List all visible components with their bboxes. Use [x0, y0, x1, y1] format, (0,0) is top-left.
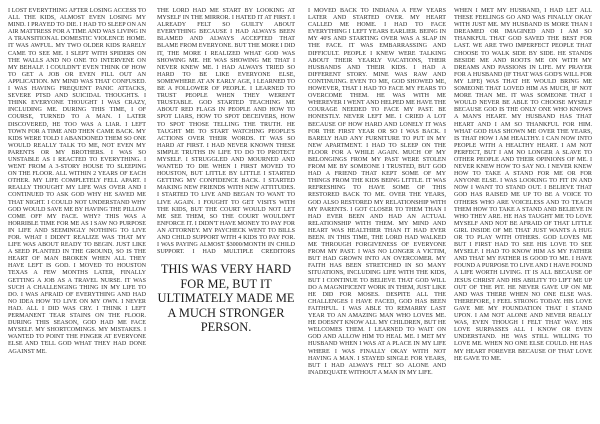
text-column-3: [308, 8, 446, 420]
column-3-text: I MOVED BACK TO INDIANA A FEW YEARS LATER AND STARTED OVER. MY HEART CALLED ME HOME. I HAD TO FACE EVERYTHING I LEFT YEARS EARLIER. BEING IN MY 40'S AND STARTING OVER WAS A SLAP IN THE FACE. IT WAS EMBARRASSING AND DIFFICULT. PEOPLE I KNEW WERE TALKING ABOUT THEIR YEARLY VACATIONS, THEIR HUSBANDS AND THEIR KIDS. I HAD A DIFFERENT STORY. MINE WAS RAW AND CONTINUING. EVEN TO ME, GOD SHOWED ME, HOWEVER, THAT I HAD TO FACE MY FEARS TO OVERCOME THEM. HE WAS WITH ME WHEREVER I WENT AND HELPED ME HAVE THE COURAGE NEEDED TO FACE MY PAST. BE HONESTLY. NEVER LEFT ME. I CRIED A LOT BECAUSE OF HOW HARD AND LONELY IT WAS FOR THE FIRST YEAR OR SO I WAS BACK. I BARELY HAD ANY FURNITURE TO PUT IN MY NEW APARTMENT. I HAD TO SLEEP ON THE FLOOR FOR A WHILE AGAIN. MUCH OF MY BELONGINGS FROM MY PAST WERE STOLEN FROM ME BY SOMEONE I TRUSTED, BUT GOD HAD A FRIEND THAT KEPT SOME OF MY THINGS FROM THE KIDS BEING LITTLE. IT WAS REFRESHING TO HAVE SOME OF THIS RESTORED BACK TO ME. OVER THE YEARS, GOD ALSO RESTORED MY RELATIONSHIP WITH MY PARENTS. I GOT CLOSER TO THEM THAN I HAD EVER BEEN AND HAD AN ACTUAL RELATIONSHIP WITH THEM. MY MIND AND HEART WAS HEALTHIER THAN IT HAD EVER BEEN. IN THIS TIME, THE LORD HAD WALKED ME THROUGH FORGIVENESS OF EVERYONE FROM MY PAST. I WAS NO LONGER A VICTIM, BUT HAD GROWN INTO AN OVERCOMER. MY FAITH HAS BEEN STRETCHED IN SO MANY SITUATIONS, INCLUDING LIFE WITH THE KIDS, BUT I CONTINUE TO BELIEVE THAT GOD WILL DO A MAGNIFICENT WORK IN THEM, JUST LIKE HE DID FOR MOSES. DESPITE ALL THE CHALLENGES I HAVE FACED, GOD HAS BEEN FAITHFUL. I WAS ABLE TO REMARRY LAST YEAR TO AN AMAZING MAN WHO LOVES ME. HE DOESN'T KNOW ALL MY CHILDREN, BUT HE WELCOMES THEM. I LEARNED TO WAIT ON GOD AND ALLOW HIM TO HEAL ME. I MET MY HUSBAND WHEN I WAS AT A PLACE IN MY LIFE WHERE I WAS FINALLY OKAY WITH NOT HAVING A MAN. I STAYED SINGLE FOR YEARS, BUT I HAD ALWAYS FELT SO ALONE AND INADEQUATE WITHOUT A MAN IN MY LIFE.: [308, 8, 446, 376]
text-column-2: [157, 8, 295, 254]
column-2-text: THE LORD HAD ME START BY LOOKING AT MYSELF IN THE MIRROR. I HATED IT AT FIRST. I ALREADY FELT SO GUILTY ABOUT EVERYTHING BECAUSE I HAD ALWAYS BEEN BLAMED AND ALWAYS ACCEPTED THAT BLAME FROM EVERYONE. BUT THE MORE I DID IT, THE MORE I REALIZED WHAT GOD WAS SHOWING ME. HE WAS SHOWING ME THAT I NEVER KNEW ME. I HAD ALWAYS TRIED SO HARD TO BE LIKE EVERYONE ELSE, SOMEWHERE AT AN EARLY AGE, I LEARNED TO BE A FOLLOWER OF PEOPLE. I LEARNED TO TRUST PEOPLE WHEN THEY WEREN'T TRUSTABLE. GOD STARTED TEACHING ME ABOUT RED FLAGS IN PEOPLE AND HOW TO SPOT LIARS, HOW TO SPOT DECEIVERS, HOW TO SPOT THOSE TELLING THE TRUTH. HE TAUGHT ME TO START WATCHING PEOPLE'S ACTIONS OVER THEIR WORDS. IT WAS SO HARD AT FIRST. I HAD NEVER KNOWN THESE SIMPLE TRUTHS IN LIFE TO DO TO PROTECT MYSELF. I STRUGGLED AND MOURNED AND WANTED TO DIE WHEN I FIRST MOVED TO HOUSTON, BUT LITTLE BY LITTLE I STARTED GETTING MY CONFIDENCE BACK. I STARTED MAKING NEW FRIENDS WITH NEW ATTITUDES. I STARTED TO LIVE AND BEGAN TO WANT TO LIVE AGAIN. I FOUGHT TO GET VISITS WITH THE KIDS, BUT THE COURT WOULD NOT LET ME SEE THEM, SO THE COURT WOULDN'T ENFORCE IT. I DIDN'T HAVE MONEY TO PAY FOR AN ATTORNEY. MY PAYCHECK WENT TO BILLS AND CHILD SUPPORT WITH 4 KIDS TO PAY FOR. I WAS PAYING ALMOST $3000/MONTH IN CHILD SUPPORT. I HAD MULTIPLE CREDITORS: [157, 8, 295, 254]
text-column-1: [8, 8, 146, 420]
column-4-text: WHEN I MET MY HUSBAND, I HAD LET ALL THESE FEELINGS GO AND WAS FINALLY OKAY WITH JUST ME. MY HUSBAND IS MORE THAN I DREAMED OR IMAGINED AND I AM SO THANKFUL THAT GOD SAVED THE BEST FOR LAST. WE ARE TWO IMPERFECT PEOPLE THAT CHOOSE TO WALK SIDE BY SIDE. HE STANDS BESIDE ME AND ROOTS ME ON WITH MY DREAMS AND PASSIONS IN LIFE. MY PRAYER FOR A HUSBAND (IF THAT WAS GOD'S WILL FOR MY LIFE) WAS THAT HE WOULD BRING ME SOMEONE THAT LOVED HIM AS MUCH, IF NOT MORE THAN ME. IT WAS SOMEONE THAT I WOULD NEVER BE ABLE TO CHOOSE MYSELF BECAUSE GOD IS THE ONLY ONE WHO KNOWS A MAN'S HEART. MY HUSBAND HAS THAT HEART AND I AM SO THANKFUL FOR HIM. WHAT GOD HAS SHOWN ME OVER THE YEARS, IS THAT HOW I AM HEALTHY. I CAN NOW INTO PEOPLE WITH A HEALTHY HEART. I AM NOT PERFECT, BUT I AM NO LONGER A SLAVE TO OTHER PEOPLE AND THEIR OPINIONS OF ME. I NEVER KNEW HOW TO SAY NO. I NEVER KNEW HOW TO TAKE A STAND FOR ME OR FOR ANYONE ELSE. I WAS LOOKING TO FIT IN AND NOW I WANT TO STAND OUT. I BELIEVE THAT GOD HAS RAISED ME UP TO BE A VOICE TO OTHERS WHO ARE VOICELESS AND TO TEACH THEM HOW TO TAKE A STAND AND BELIEVE IN WHO THEY ARE. HE HAS TAUGHT ME TO LOVE MYSELF AND NOT BE AFRAID OF THAT LITTLE GIRL INSIDE OF ME THAT JUST WANTS A HUG OR TO PLAY WITH OTHERS. GOD LOVES ME BUT I FIRST HAD TO SEE HIS LOVE TO SEE MYSELF. I HAD TO KNOW HIM AS MY FATHER AND THAT MY FATHER IS GOOD TO ME. I HAVE FOUND A PURPOSE TO LIVE AND I HAVE FOUND A LIFE WORTH LIVING. IT IS ALL BECAUSE OF JESUS CHRIST AND HIS ABILITY TO LIFT ME UP OUT OF THE PIT. HE NEVER GAVE UP ON ME AND WAS THERE WHEN NO ONE ELSE WAS. THEREFORE, I FEEL STRONG TODAY. HIS LOVE GAVE ME MY FOUNDATION THAT I STAND UPON. I AM NOT ALONE AND NEVER REALLY WAS, EVEN THOUGH I FELT THAT WAY. HIS LOVE SURPASSES ALL I KNOW OR EVEN UNDERSTAND. HE WAS STILL WILLING TO LOVE ME. WHEN NO ONE ELSE COULD. HE HAS MY HEART FOREVER BECAUSE OF THAT LOVE HE GAVE TO ME.: [454, 8, 592, 362]
text-column-4: [454, 8, 592, 420]
pull-quote: THIS WAS VERY HARD FOR ME, BUT IT ULTIMATELY MADE ME A MUCH STRONGER PERSON.: [157, 262, 295, 335]
column-1-text: I LOST EVERYTHING AFTER LOSING ACCESS TO ALL THE KIDS, ALMOST EVEN LOSING MY MIND. I PRAYED TO DIE. I HAD TO SLEEP ON AN AIR MATTRESS FOR A TIME AND WAS LIVING IN A TRANSITIONAL DOMESTIC VIOLENCE HOME. IT WAS AWFUL. MY TWO OLDER KIDS RARELY CAME TO SEE ME. I SLEPT WITH SPIDERS ON THE WALLS AND NO ONE TO INTERVENE ON MY BEHALF. I COULDN'T EVEN THINK OF HOW TO GET A JOB OR EVEN FILL OUT AN APPLICATION. MY MIND WAS THAT CONFUSED. I WAS HAVING FREQUENT PANIC ATTACKS, SEVERE PTSD AND SUICIDAL THOUGHTS. I THINK EVERYONE THOUGHT I WAS CRAZY, INCLUDING ME. DURING THIS TIME, I OF COURSE, TURNED TO A MAN. I LATER DISCOVERED, HE TOO WAS A LIAR. I LEFT TOWN FOR A TIME AND THEN CAME BACK. MY KIDS WERE TOLD I ABANDONED THEM SO ONE WOULD REALLY TALK TO ME, NOT EVEN MY PARENTS OR MY BROTHERS. I WAS SO UNSTABLE AS I REACTED TO EVERYTHING. I WENT FROM A 3-STORY HOUSE TO SLEEPING ON THE FLOOR. ALL WITHIN 2 YEARS OF EACH OTHER. MY LIFE COMPLETELY FELL APART. I REALLY THOUGHT MY LIFE WAS OVER AND I CONTINUED TO ASK GOD WHY HE SAVED ME THAT NIGHT. I COULD NOT UNDERSTAND WHY GOD WOULD SAVE ME BY HAVING THE PILLOW COME OFF MY FACE. WHY? THIS WAS A HORRIBLE TIME FOR ME AS I SAW NO PURPOSE IN LIFE AND SEEMINGLY NOTHING TO LIVE FOR. WHAT I DIDN'T REALIZE WAS THAT MY LIFE WAS ABOUT READY TO BEGIN. JUST LIKE A SEED PLANTED IN THE GROUND, SO IS THE HEART OF MAN BROKEN WHEN ALL THEY HAVE LEFT IS GOD. I MOVED TO HOUSTON TEXAS A FEW MONTHS LATER, FINALLY GETTING A JOB AS A TRAVEL NURSE. IT WAS SUCH A CHALLENGING THING IN MY LIFE TO DO. I WAS AFRAID OF EVERYTHING AND HAD NO IDEA HOW TO LIVE ON MY OWN. I NEVER HAD. ALL I DID WAS CRY. I THINK I LEFT PERMANENT TEAR STAINS ON THE FLOOR. DURING THIS SEASON, GOD HAD ME FACE MYSELF. MY SHORTCOMINGS. MY MISTAKES. I WANTED TO POINT THE FINGER AT EVERYONE ELSE AND TELL GOD WHAT THEY HAD DONE AGAINST ME.: [8, 8, 146, 355]
